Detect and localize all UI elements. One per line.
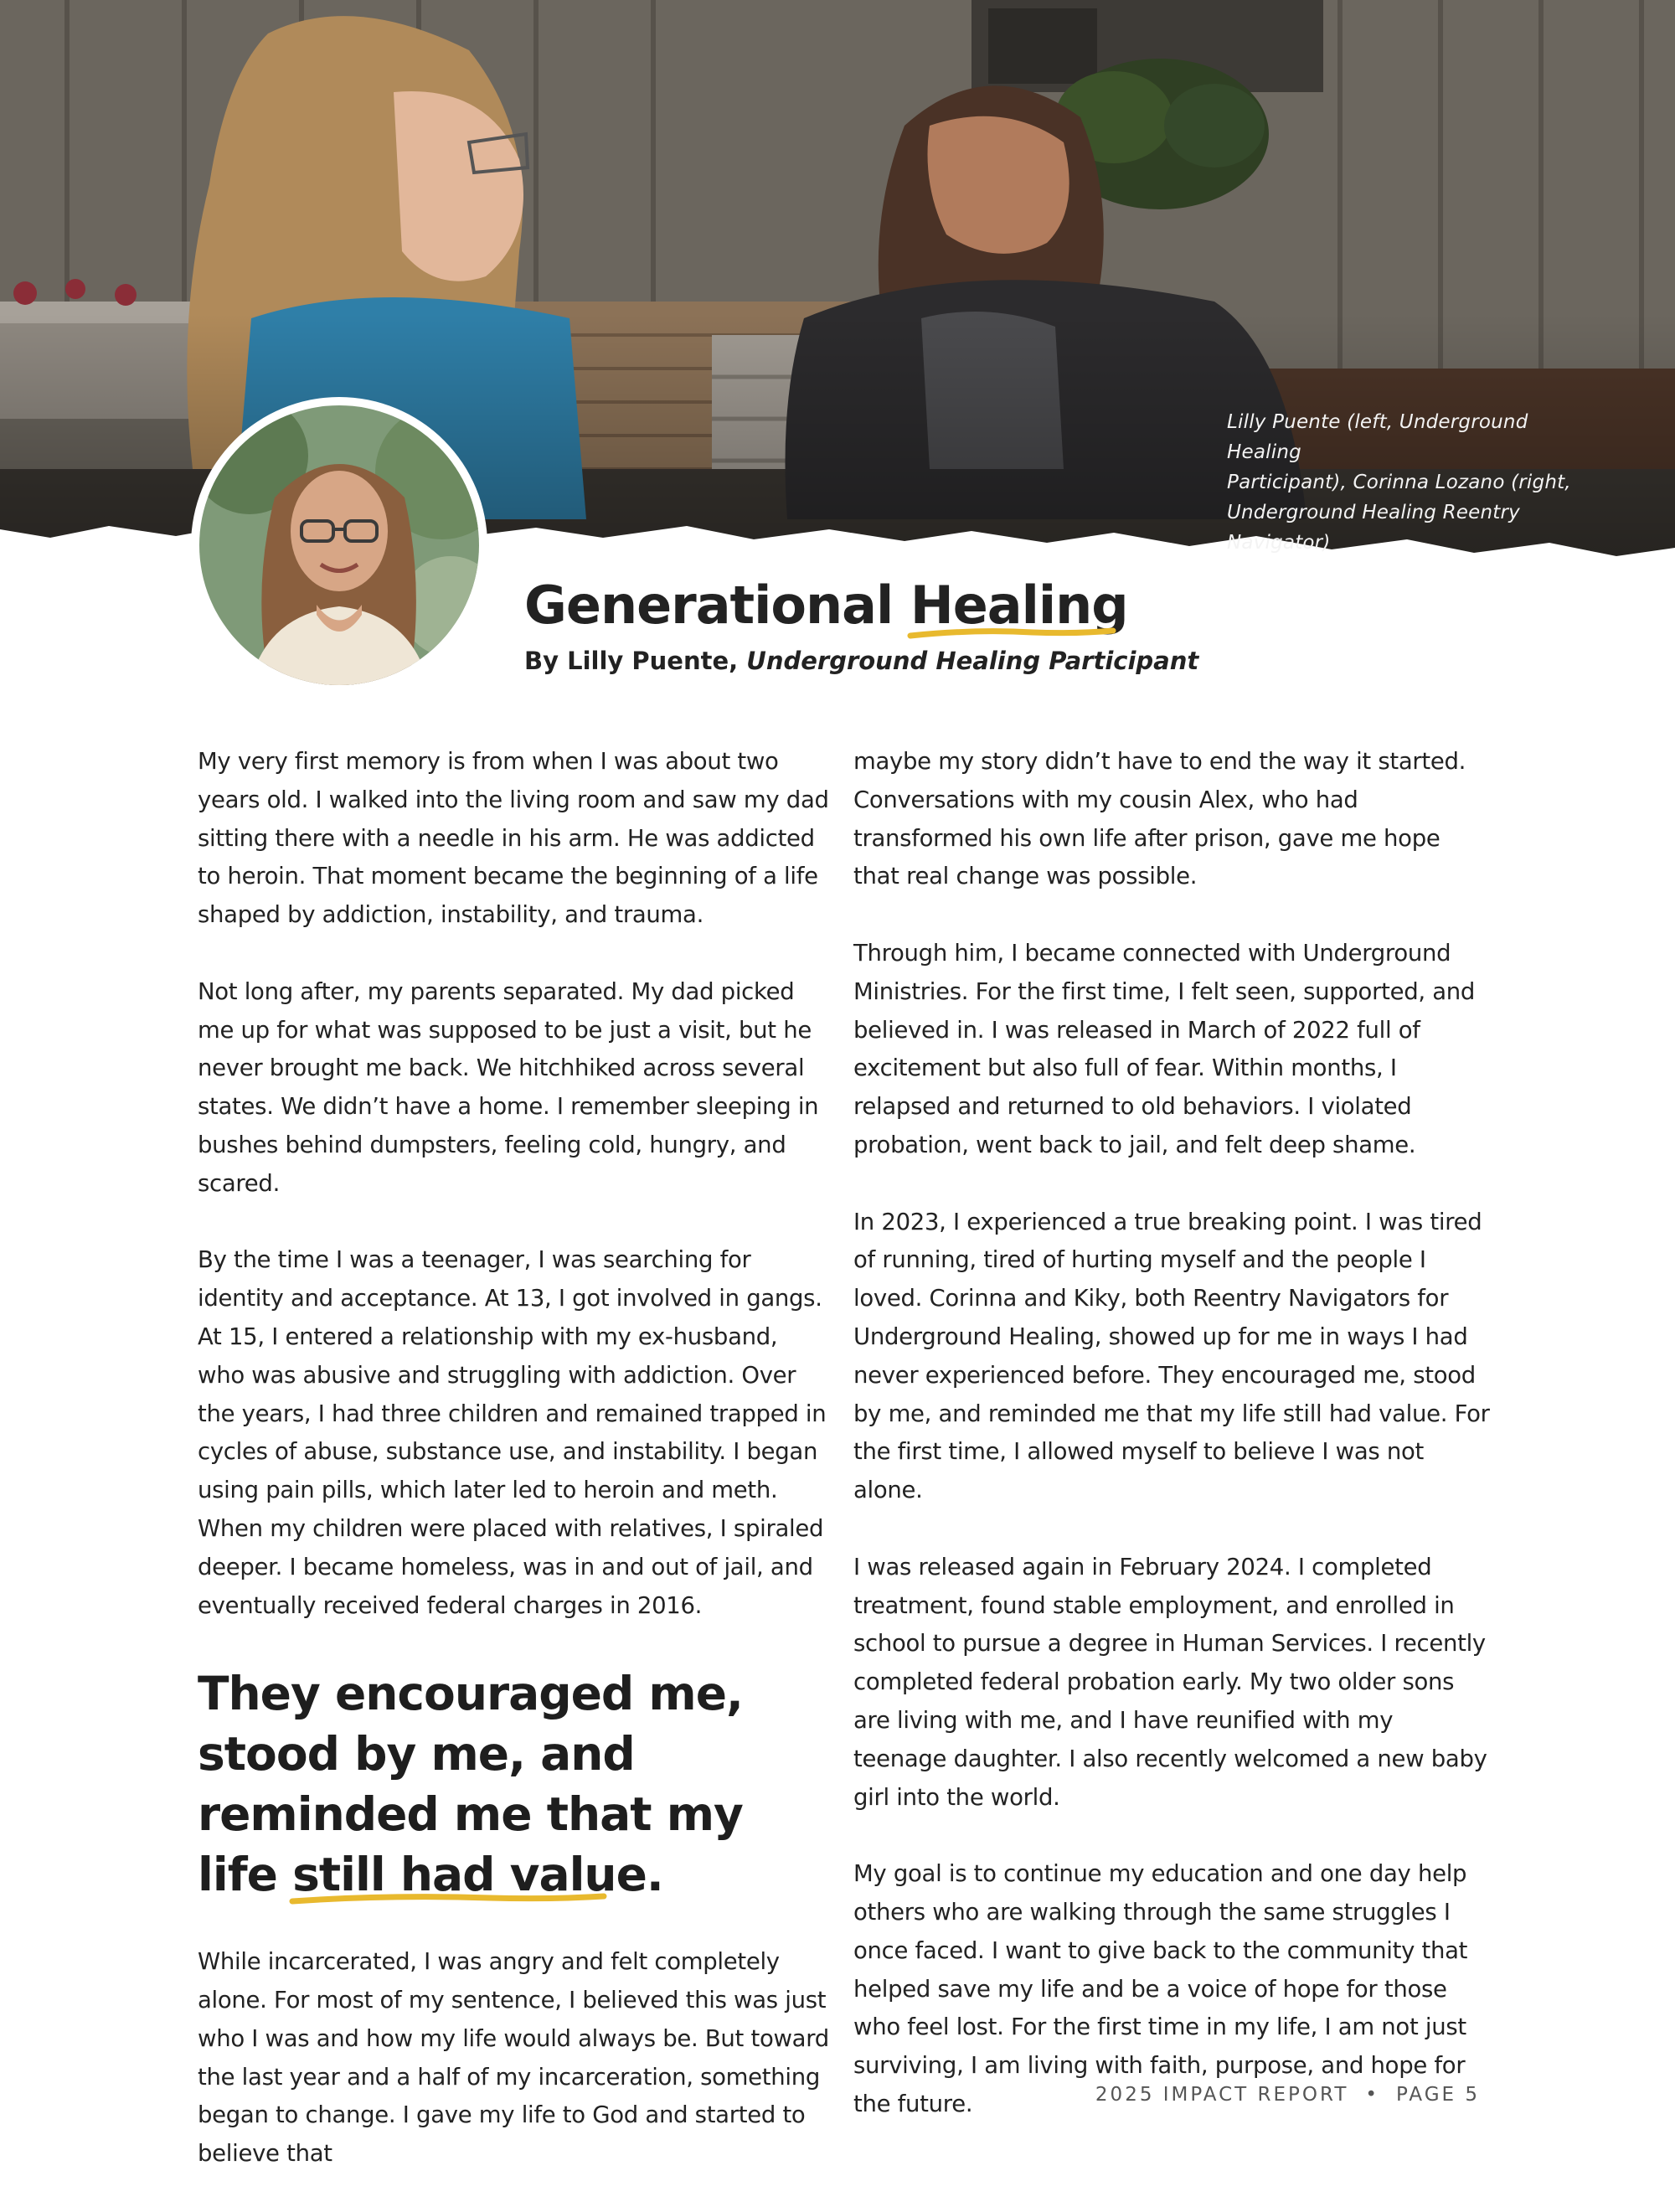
byline-role: Underground Healing Participant [746, 647, 1199, 675]
pull-quote-highlight [292, 1844, 663, 1905]
portrait-illustration [199, 405, 479, 685]
body-paragraph: I was released again in February 2024. I completed treatment, found stable employment, and enrolled in school to pursue a degree in Human Services. I recently completed federal probation early. My two older sons are living with me, and I have reunified with my teenage daughter. I also recently welcomed a new baby girl into the world. [853, 1553, 1487, 1811]
footer-separator: • [1365, 2084, 1379, 2106]
body-paragraph: My goal is to continue my education and one day help others who are walking through the same struggles I once faced. I want to give back to the community that helped save my life and be a voice of hope for those who feel lost. For the first time in my life, I am not just surviving, I am living with faith, purpose, and hope for the future. [853, 1860, 1468, 2117]
caption-line: Participant), Corinna Lozano (right, [1227, 472, 1571, 493]
body-paragraph: In 2023, I experienced a true breaking point. I was tired of running, tired of hurting myself and the people I loved. Corinna and Kiky, both Reentry Navigators for Underground Healing, showed up for me in ways I had never experienced before. They encouraged me, stood by me, and reminded me that my life still had value. For the first time, I allowed myself to believe I was not alone. [853, 1208, 1490, 1504]
body-paragraph: Through him, I became connected with Underground Ministries. For the first time, I felt seen, supported, and believed in. I was released in March of 2022 full of excitement but also full of fear. Within months, I relapsed and returned to old behaviors. I violated probation, went back to jail, and felt deep shame. [853, 939, 1476, 1158]
body-paragraph: While incarcerated, I was angry and felt completely alone. For most of my sentence, I believed this was just who I was and how my life would always be. But toward the last year and a half of my incarceration, something began to change. I gave my life to God and started to believe that [198, 1948, 829, 2168]
page-footer [1095, 2084, 1480, 2106]
author-photo [199, 405, 479, 685]
pull-quote-text: They encouraged me, stood by me, and reminded me that my life [198, 1667, 743, 1902]
footer-page-number: PAGE 5 [1395, 2084, 1480, 2106]
byline-author: By Lilly Puente, [524, 647, 747, 675]
caption-line: Underground Healing Reentry Navigator) [1227, 502, 1520, 554]
body-paragraph: My very first memory is from when I was about two years old. I walked into the living room and saw my dad sitting there with a needle in his arm. He was addicted to heroin. That moment became the beginning of a life shaped by addiction, instability, and trauma. [198, 748, 829, 929]
byline [524, 644, 1198, 678]
article-title [524, 572, 1128, 639]
author-portrait [191, 397, 487, 694]
caption-line: Lilly Puente (left, Underground Healing [1227, 411, 1528, 463]
title-highlight [910, 572, 1128, 639]
title-part: Generational [524, 575, 910, 636]
body-paragraph: By the time I was a teenager, I was searching for identity and acceptance. At 13, I got involved in gangs. At 15, I entered a relationship with my ex-husband, who was abusive and struggling with addiction. Over the years, I had three children and remained trapped in cycles of abuse, substance use, and instability. I began using pain pills, which later led to heroin and meth. When my children were placed with relatives, I spiraled deeper. I became homeless, was in and out of jail, and eventually received federal charges in 2016. [198, 1246, 827, 1619]
accent-underline [907, 624, 1116, 642]
accent-underline [289, 1890, 607, 1908]
pull-quote [198, 1663, 831, 1905]
left-column [198, 743, 831, 2212]
footer-report-label: 2025 IMPACT REPORT [1095, 2084, 1349, 2106]
photo-caption [1227, 407, 1604, 558]
right-column [853, 743, 1490, 2162]
body-paragraph: Not long after, my parents separated. My dad picked me up for what was supposed to be just a visit, but he never brought me back. We hitchhiked across several states. We didn’t have a home. I remember sleeping in bushes behind dumpsters, feeling cold, hungry, and scared. [198, 977, 819, 1197]
body-paragraph: maybe my story didn’t have to end the way it started. Conversations with my cousin Alex, who had transformed his own life after prison, gave me hope that real change was possible. [853, 748, 1466, 890]
pull-quote-highlighted-text: still had value. [292, 1848, 663, 1902]
title-highlighted-word: Healing [910, 575, 1128, 636]
